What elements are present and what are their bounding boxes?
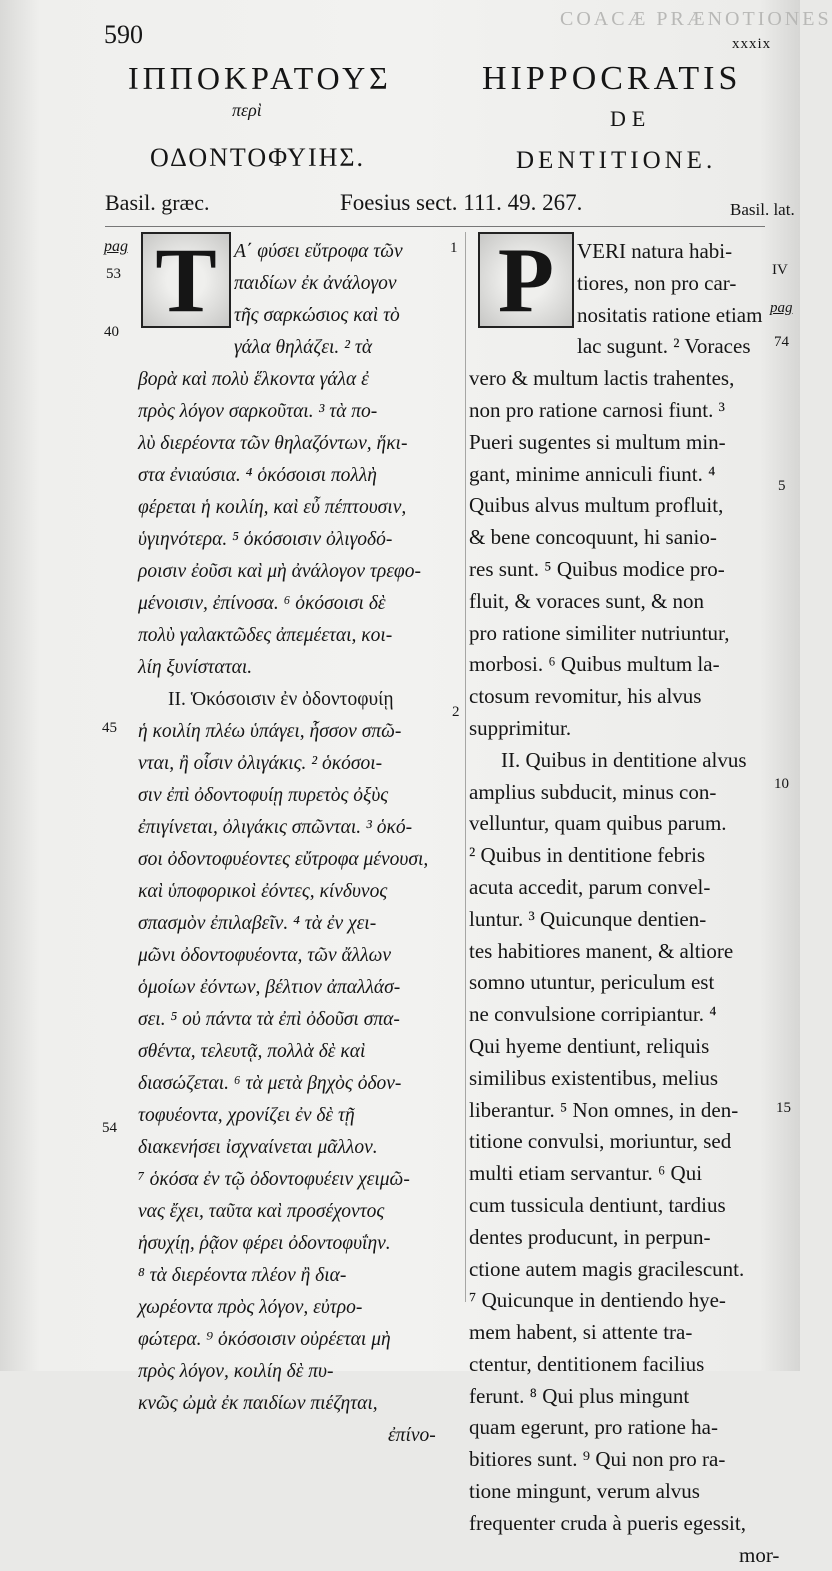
latin-line: tiores, non pro car- [577,270,737,295]
subtitle-latin: DENTITIONE. [516,147,717,174]
greek-line: παιδίων ἐκ ἀνάλογον [234,273,397,294]
greek-line: διασώζεται. ⁶ τὰ μετὰ βηχὸς ὀδον- [138,1073,402,1094]
greek-line: πρὸς λόγον, κοιλίη δὲ πυ- [138,1361,334,1382]
greek-line: νται, ἢ οἷσιν ὀλιγάκις. ² ὁκόσοι- [138,753,383,774]
greek-line: διακενήσει ἰσχναίνεται μᾶλλον. [138,1137,378,1158]
latin-line: liberantur. ⁵ Non omnes, in den- [469,1097,739,1122]
latin-line: ctentur, dentitionem facilius [469,1351,705,1376]
subtitle-latin-de: DE [610,106,652,131]
greek-line: κνῶς ὠμὰ ἐκ παιδίων πιέζηται, [138,1393,378,1414]
latin-line: gant, minime anniculi fiunt. ⁴ [469,461,716,486]
subtitle-greek: ΟΔΟΝΤΟΦΥΙΗΣ. [150,143,366,172]
latin-line: cum tussicula dentiunt, tardius [469,1192,726,1217]
latin-line: non pro ratione carnosi fiunt. ³ [469,397,725,422]
edition-label-latin: Basil. lat. [730,200,795,219]
latin-line: morbosi. ⁶ Quibus multum la- [469,652,720,677]
greek-line: στα ἐνιαύσια. ⁴ ὁκόσοισι πολλὴ [138,465,377,486]
greek-line: ⁸ τὰ διερέοντα πλέον ἢ δια- [138,1265,347,1286]
greek-line: χωρέοντα πρὸς λόγον, εὐτρο- [138,1297,363,1318]
greek-line: μένοισιν, ἐπίνοσα. ⁶ ὁκόσοισι δὲ [138,593,386,614]
latin-line: mem habent, si attente tra- [469,1320,693,1345]
margin-note-pag-right: pag [770,300,793,316]
margin-note-10: 10 [774,776,789,792]
latin-line: tione mingunt, verum alvus [469,1479,700,1504]
margin-note-1: 1 [450,240,458,256]
latin-line: amplius subducit, minus con- [469,779,717,804]
folio-number: xxxix [732,36,772,52]
latin-line: frequenter cruda à pueris egessit, [469,1510,746,1535]
latin-line: ctosum revomitur, his alvus [469,684,702,709]
latin-line: multi etiam servantur. ⁶ Qui [469,1161,703,1186]
greek-line: ἐπιγίνεται, ὀλιγάκις σπῶνται. ³ ὁκό- [138,817,413,838]
greek-line: βορὰ καὶ πολὺ ἕλκοντα γάλα ἐ [138,369,369,390]
latin-line: & bene concoquunt, hi sanio- [469,525,717,550]
greek-line: ἡ κοιλίη πλέω ὑπάγει, ἧσσον σπῶ- [138,721,402,742]
greek-line: ὁμοίων ἐόντων, βέλτιον ἀπαλλάσ- [138,977,401,998]
latin-line: Pueri sugentes si multum min- [469,429,726,454]
greek-line: σπασμὸν ἐπιλαβεῖν. ⁴ τὰ ἐν χει- [138,913,377,934]
margin-note-40: 40 [104,324,119,340]
latin-line: dentes producunt, in perpun- [469,1224,711,1249]
greek-line: λὺ διερέοντα τῶν θηλαζόντων, ἥκι- [138,433,408,454]
latin-line: somno utuntur, periculum est [469,970,715,995]
greek-line: πολὺ γαλακτῶδες ἀπεμέεται, κοι- [138,625,393,646]
dropcap-letter: P [497,229,555,331]
latin-line: vero & multum lactis trahentes, [469,366,735,391]
latin-line: acuta accedit, parum convel- [469,874,711,899]
latin-line: ² Quibus in dentitione febris [469,843,706,868]
margin-note-54: 54 [102,1120,117,1136]
margin-note-iv: IV [772,262,788,278]
latin-line: luntur. ³ Quicunque dentien- [469,906,707,931]
greek-line: μῶνι ὀδοντοφυέοντα, τῶν ἄλλων [138,945,392,966]
latin-line: similibus existentibus, melius [469,1065,719,1090]
latin-line: ne convulsione corripiantur. ⁴ [469,1002,717,1027]
margin-note-53: 53 [106,266,121,282]
latin-line: quam egerunt, pro ratione ha- [469,1415,718,1440]
greek-line: καὶ ὑποφορικοὶ ἐόντες, κίνδυνος [138,881,388,902]
latin-line: ferunt. ⁸ Qui plus mingunt [469,1383,690,1408]
latin-line: supprimitur. [469,715,572,740]
edition-reference: Foesius sect. 111. 49. 267. [340,190,583,215]
column-divider [465,232,466,1302]
greek-line: γάλα θηλάζει. ² τὰ [234,337,373,358]
latin-line: ctione autem magis gracilescunt. [469,1256,745,1281]
latin-line: tes habitiores manent, & altiore [469,938,734,963]
latin-line: titione convulsi, moriuntur, sed [469,1129,732,1154]
greek-line: τοφυέοντα, χρονίζει ἐν δὲ τῇ [138,1105,355,1126]
latin-line: Qui hyeme dentiunt, reliquis [469,1033,710,1058]
latin-line: res sunt. ⁵ Quibus modice pro- [469,556,725,581]
margin-note-5: 5 [778,478,786,494]
greek-line: φέρεται ἡ κοιλίη, καὶ εὖ πέπτουσιν, [138,497,407,518]
greek-line: πρὸς λόγον σαρκοῦται. ³ τὰ πο- [138,401,378,422]
latin-line: ⁷ Quicunque in dentiendo hye- [469,1288,726,1313]
title-greek: ΙΠΠΟΚΡΑΤΟΥΣ [128,60,392,96]
title-latin: HIPPOCRATIS [482,60,742,97]
margin-note-2: 2 [452,704,460,720]
greek-line: ἡσυχίῃ, ῥᾷον φέρει ὀδοντοφυΐην. [138,1233,391,1254]
greek-line: σιν ἐπὶ ὀδοντοφυίῃ πυρετὸς ὀξὺς [138,785,389,806]
latin-line: fluit, & voraces sunt, & non [469,588,705,613]
latin-catchword: mor- [739,1542,780,1567]
greek-line: λίη ξυνίσταται. [138,657,253,678]
greek-line: τῆς σαρκώσιος καὶ τὸ [234,305,400,326]
edition-label-greek: Basil. græc. [105,190,210,215]
subtitle-greek-peri: περὶ [232,100,262,120]
greek-line: Α΄ φύσει εὔτροφα τῶν [234,241,403,262]
latin-line: lac sugunt. ² Voraces [577,334,751,359]
greek-line: ⁷ ὁκόσα ἐν τῷ ὀδοντοφυέειν χειμῶ- [138,1169,410,1190]
latin-section-heading: II. Quibus in dentitione alvus [501,747,747,772]
greek-line: σει. ⁵ οὐ πάντα τὰ ἐπὶ ὀδοῦσι σπα- [138,1009,400,1030]
margin-note-15: 15 [776,1100,791,1116]
greek-line: ὑγιηνότερα. ⁵ ὁκόσοισιν ὀλιγοδό- [138,529,393,550]
greek-catchword: ἐπίνο- [388,1425,436,1446]
margin-note-74: 74 [774,334,789,350]
latin-line: bitiores sunt. ⁹ Qui non pro ra- [469,1447,726,1472]
greek-line: σοι ὀδοντοφυέοντες εὔτροφα μένουσι, [138,849,429,870]
margin-note-45: 45 [102,720,117,736]
latin-column [469,236,789,1571]
latin-line: velluntur, quam quibus parum. [469,811,727,836]
dropcap-letter: Τ [155,229,217,331]
running-header: COACÆ PRÆNOTIONES [560,8,832,30]
latin-line: Quibus alvus multum profluit, [469,493,724,518]
greek-column [138,236,464,1452]
page-number: 590 [104,20,143,49]
latin-line: pro ratione similiter nutriuntur, [469,620,730,645]
latin-line: VERI natura habi- [577,239,733,263]
greek-section-heading: II. Ὁκόσοισιν ἐν ὀδοντοφυίῃ [168,689,394,710]
greek-line: ροισιν ἐοῦσι καὶ μὴ ἀνάλογον τρεφο- [138,561,421,582]
greek-line: νας ἔχει, ταῦτα καὶ προσέχοντος [138,1201,385,1222]
greek-line: σθέντα, τελευτᾷ, πολλὰ δὲ καὶ [138,1041,366,1062]
margin-note-pag: pag [104,238,128,255]
latin-line: nositatis ratione etiam [577,302,763,327]
greek-line: φώτερα. ⁹ ὁκόσοισιν οὐρέεται μὴ [138,1329,391,1350]
